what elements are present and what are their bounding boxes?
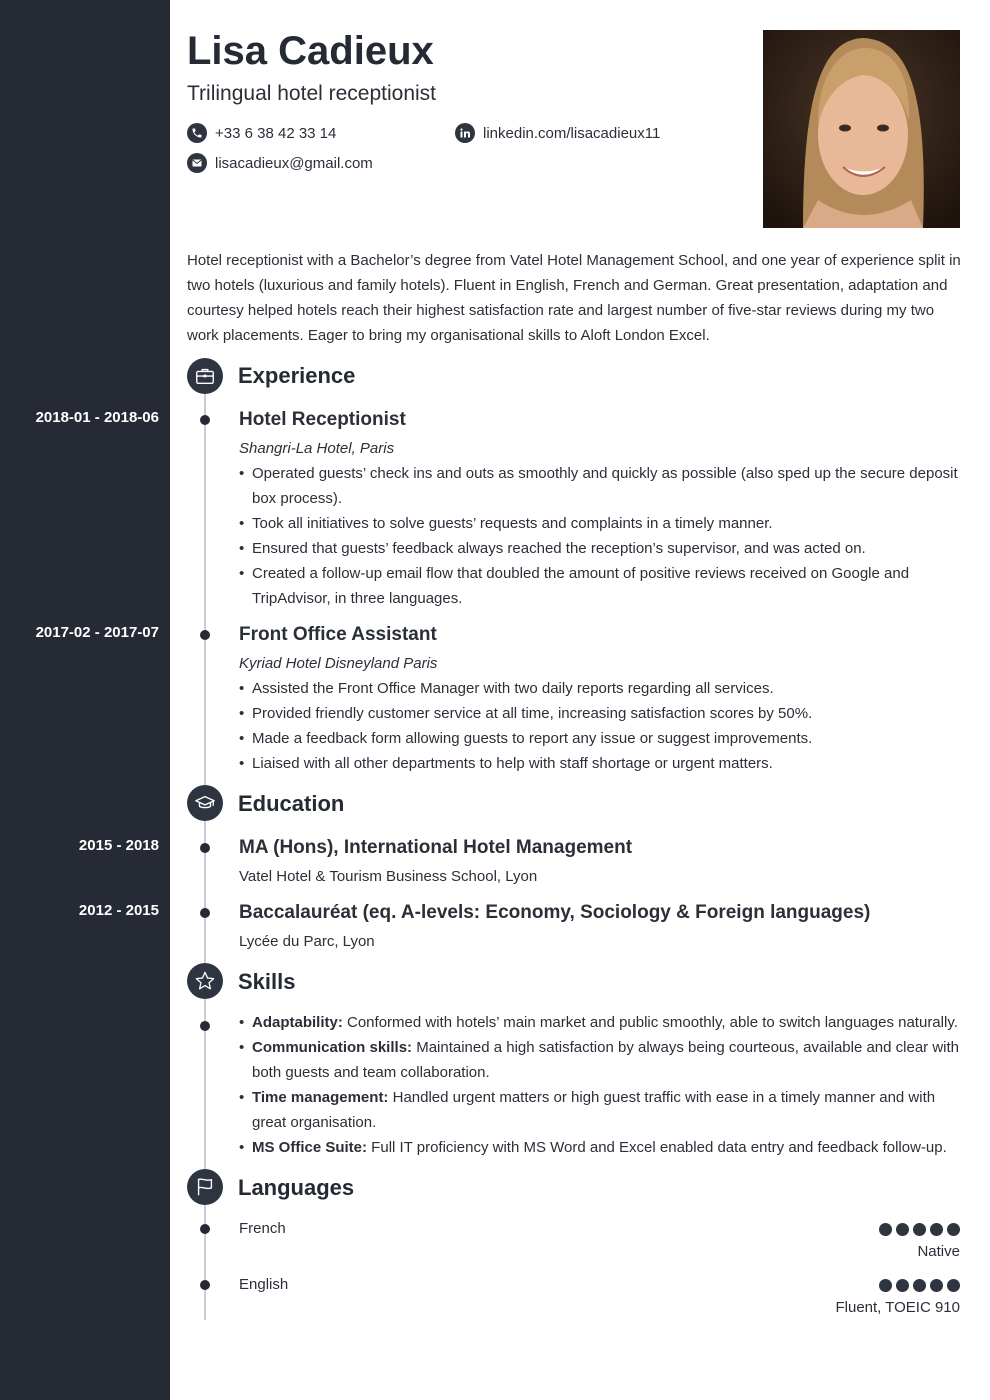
rating-dot — [913, 1279, 926, 1292]
list-item — [239, 1010, 962, 1035]
profile-summary: Hotel receptionist with a Bachelor’s degree from Vatel Hotel Management School, and one year of experience split in two hotels (luxurious and family hotels). Fluent in English, French and German. Great presentation, adaptation and courtesy helped hotels reach their highest satisfaction rate and largest number of five-star reviews during my two work placements. Eager to bring my organisational skills to Aloft London Excel. — [187, 252, 961, 344]
timeline-dot — [200, 415, 210, 425]
skills-heading: Skills — [238, 969, 296, 994]
email-address[interactable]: lisacadieux@gmail.com — [215, 154, 373, 172]
skill-name: Time management: — [252, 1089, 389, 1106]
list-item: • Operated guests’ check ins and outs as smoothly and quickly as possible (also sped up the secure deposit box process). — [239, 461, 962, 511]
briefcase-icon — [187, 358, 223, 394]
linkedin-link[interactable]: linkedin.com/lisacadieux11 — [483, 124, 661, 142]
flag-icon — [187, 1169, 223, 1205]
skills-list — [239, 1010, 962, 1160]
list-item: • Liaised with all other departments to help with staff shortage or urgent matters. — [239, 751, 962, 776]
skill-name: Adaptability: — [252, 1014, 343, 1031]
skill-description: Handled urgent matters or high guest traffic with ease in a timely manner and with great organisation. — [252, 1089, 936, 1131]
rating-dot — [930, 1223, 943, 1236]
list-item: • Took all initiatives to solve guests’ requests and complaints in a timely manner. — [239, 511, 962, 536]
skill-name: Communication skills: — [252, 1039, 413, 1056]
phone-icon — [187, 123, 207, 143]
list-item: • Created a follow-up email flow that doubled the amount of positive reviews received on Google and TripAdvisor, in three languages. — [239, 561, 962, 611]
timeline-dot — [200, 1021, 210, 1031]
list-item: • Made a feedback form allowing guests to report any issue or suggest improvements. — [239, 726, 962, 751]
phone-contact — [187, 123, 336, 143]
list-item — [239, 1135, 962, 1160]
phone-number[interactable]: +33 6 38 42 33 14 — [215, 124, 337, 142]
star-icon — [187, 963, 223, 999]
job-dates: 2018-01 - 2018-06 — [35, 409, 159, 426]
email-icon — [187, 153, 207, 173]
list-item: • Provided friendly customer service at all time, increasing satisfaction scores by 50%. — [239, 701, 962, 726]
education-dates: 2015 - 2018 — [78, 837, 159, 854]
job-bullets — [239, 461, 962, 611]
job-employer: Kyriad Hotel Disneyland Paris — [239, 655, 438, 672]
languages-heading: Languages — [238, 1175, 355, 1200]
rating-dot — [896, 1223, 909, 1236]
job-bullets — [239, 676, 962, 776]
experience-heading: Experience — [238, 363, 356, 388]
skill-description: Conformed with hotels’ main market and public smoothly, able to switch languages naturally. — [342, 1014, 958, 1031]
education-dates: 2012 - 2015 — [78, 902, 159, 919]
graduation-cap-icon — [187, 785, 223, 821]
timeline-dot — [200, 843, 210, 853]
school-name: Lycée du Parc, Lyon — [239, 933, 375, 950]
language-name: French — [239, 1220, 286, 1237]
school-name: Vatel Hotel & Tourism Business School, Lyon — [239, 868, 538, 885]
linkedin-contact — [455, 123, 660, 143]
linkedin-icon — [455, 123, 475, 143]
rating-dot — [879, 1223, 892, 1236]
list-item — [239, 1085, 962, 1135]
language-rating — [879, 1279, 960, 1292]
job-employer: Shangri-La Hotel, Paris — [239, 440, 395, 457]
list-item: • Ensured that guests’ feedback always reached the reception’s supervisor, and was acted on. — [239, 536, 962, 561]
degree-title: Baccalauréat (eq. A-levels: Economy, Sociology & Foreign languages) — [239, 902, 871, 923]
timeline-dot — [200, 908, 210, 918]
rating-dot — [930, 1279, 943, 1292]
degree-title: MA (Hons), International Hotel Management — [239, 837, 633, 858]
skill-description: Maintained a high satisfaction by always being courteous, available and clear with both guests and team collaboration. — [252, 1039, 960, 1081]
job-dates: 2017-02 - 2017-07 — [35, 624, 159, 641]
language-level: Fluent, TOEIC 910 — [835, 1299, 960, 1316]
skill-description: Full IT proficiency with MS Word and Excel enabled data entry and feedback follow-up. — [367, 1139, 947, 1156]
timeline-dot — [200, 1280, 210, 1290]
candidate-name: Lisa Cadieux — [187, 29, 434, 73]
language-level: Native — [917, 1243, 960, 1260]
profile-photo — [763, 30, 960, 228]
rating-dot — [913, 1223, 926, 1236]
language-rating — [879, 1223, 960, 1236]
candidate-title: Trilingual hotel receptionist — [187, 82, 437, 105]
rating-dot — [896, 1279, 909, 1292]
timeline-dot — [200, 1224, 210, 1234]
timeline-dot — [200, 630, 210, 640]
list-item: • Assisted the Front Office Manager with two daily reports regarding all services. — [239, 676, 962, 701]
list-item — [239, 1035, 962, 1085]
job-title: Hotel Receptionist — [239, 409, 406, 430]
rating-dot — [947, 1223, 960, 1236]
job-title: Front Office Assistant — [239, 624, 437, 645]
rating-dot — [947, 1279, 960, 1292]
skill-name: MS Office Suite: — [252, 1139, 368, 1156]
sidebar — [0, 0, 170, 1400]
email-contact — [187, 153, 373, 173]
education-heading: Education — [238, 791, 345, 816]
rating-dot — [879, 1279, 892, 1292]
language-name: English — [239, 1276, 289, 1293]
